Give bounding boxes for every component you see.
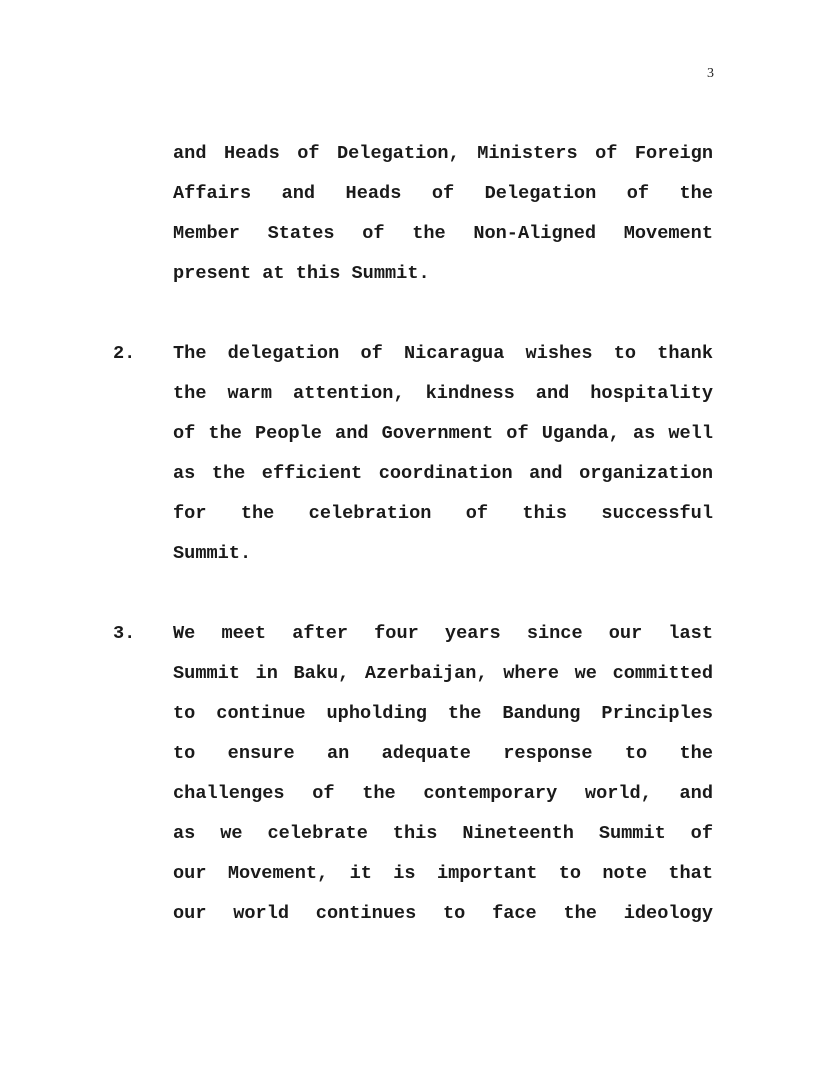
paragraph-number: 2. <box>113 343 136 364</box>
page-number: 3 <box>707 66 714 81</box>
text-line: to continue upholding the Bandung Principles <box>173 703 713 724</box>
text-line: of the People and Government of Uganda, as well <box>173 423 713 444</box>
text-line: The delegation of Nicaragua wishes to thank <box>173 343 713 364</box>
text-line: present at this Summit. <box>173 263 430 284</box>
text-line: We meet after four years since our last <box>173 623 713 644</box>
text-line: as the efficient coordination and organization <box>173 463 713 484</box>
text-line: the warm attention, kindness and hospitality <box>173 383 713 404</box>
text-line: to ensure an adequate response to the <box>173 743 713 764</box>
text-line: Summit. <box>173 543 252 564</box>
text-line: for the celebration of this successful <box>173 503 713 524</box>
text-line: Summit in Baku, Azerbaijan, where we committed <box>173 663 713 684</box>
text-line: our Movement, it is important to note that <box>173 863 713 884</box>
text-line: challenges of the contemporary world, and <box>173 783 713 804</box>
paragraph-number: 3. <box>113 623 136 644</box>
text-line: our world continues to face the ideology <box>173 903 713 924</box>
text-line: Affairs and Heads of Delegation of the <box>173 183 713 204</box>
text-line: as we celebrate this Nineteenth Summit of <box>173 823 713 844</box>
text-line: Member States of the Non-Aligned Movement <box>173 223 713 244</box>
text-line: and Heads of Delegation, Ministers of Foreign <box>173 143 713 164</box>
